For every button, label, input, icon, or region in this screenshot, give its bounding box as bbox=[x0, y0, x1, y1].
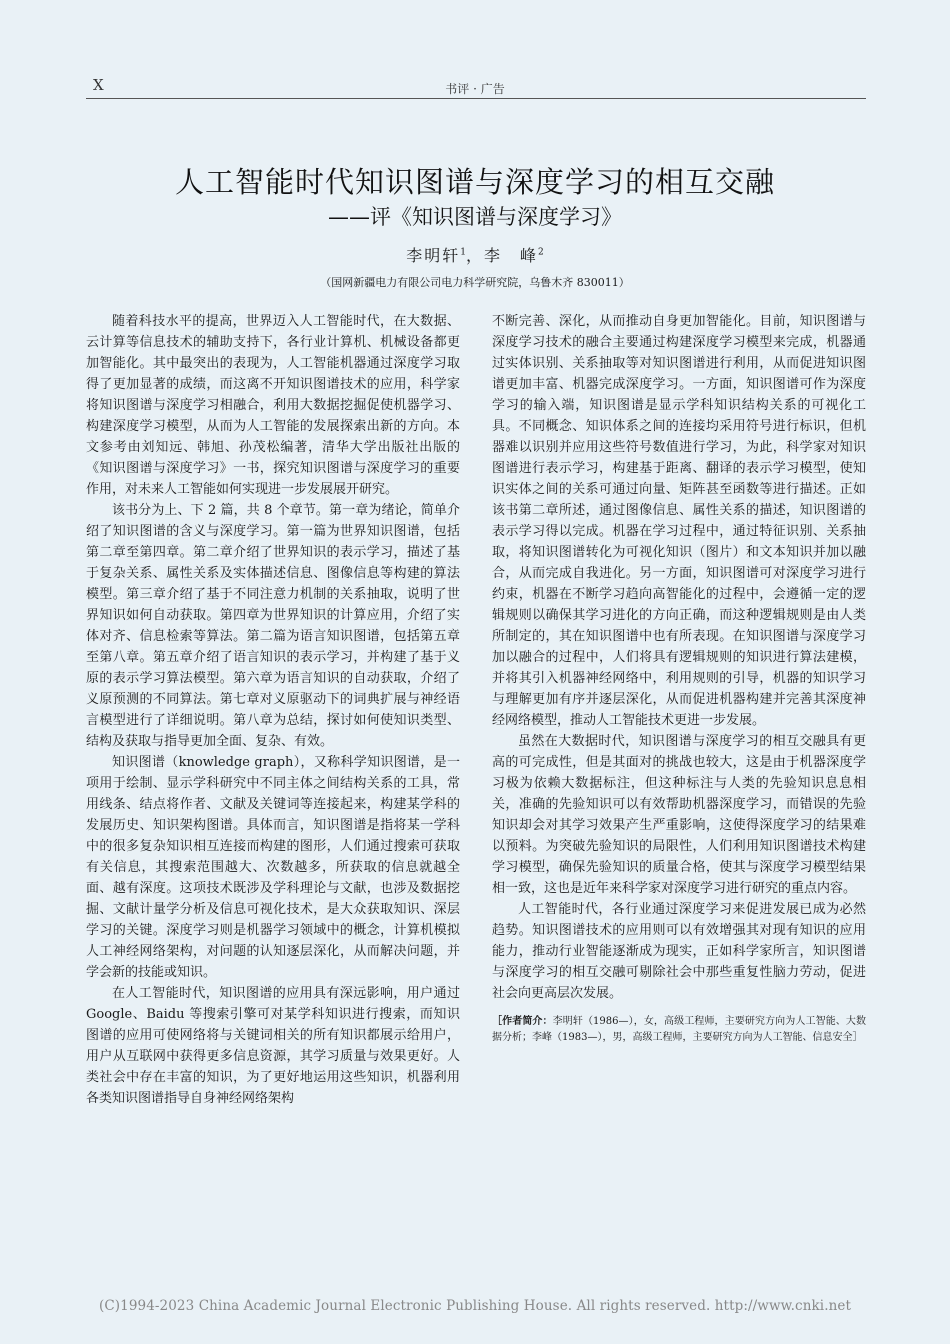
paragraph: 随着科技水平的提高，世界迈入人工智能时代，在大数据、云计算等信息技术的辅助支持下，各行业计算机、机械设备都更加智能化。其中最突出的表现为，人工智能机器通过深度学习取得了更加显著的成绩，而这离不开知识图谱技术的应用，科学家将知识图谱与深度学习相融合，利用大数据挖掘促使机器学习、构建深度学习模型，从而为人工智能的发展探索出新的方向。本文参考由刘知远、韩旭、孙茂松编著，清华大学出版社出版的《知识图谱与深度学习》一书，探究知识图谱与深度学习的重要作用，对未来人工智能如何实现进一步发展展开研究。 bbox=[86, 314, 460, 497]
running-header: 书评 · 广告 bbox=[445, 82, 505, 96]
body-column-right bbox=[492, 311, 866, 1046]
author-separator: ， bbox=[465, 246, 484, 265]
paragraph: 虽然在大数据时代，知识图谱与深度学习的相互交融具有更高的可完成性，但是其面对的挑战也较大，这是由于机器深度学习极为依赖大数据标注，但这种标注与人类的先验知识息息相关，准确的先验知识可以有效帮助机器深度学习，而错误的先验知识却会对其学习效果产生严重影响，这使得深度学习的结果难以预料。为突破先验知识的局限性，人们利用知识图谱技术构建学习模型，确保先验知识的质量合格，使其与深度学习模型结果相一致，这也是近年来科学家对深度学习进行研究的重点内容。 bbox=[492, 734, 866, 896]
author-bio-text: 李明轩（1986—），女，高级工程师，主要研究方向为人工智能、大数据分析；李峰（1983—），男，高级工程师，主要研究方向为人工智能、信息安全］ bbox=[492, 1016, 867, 1043]
affiliation-marker: 1 bbox=[460, 247, 466, 258]
author-name: 李明轩 bbox=[406, 246, 461, 265]
paragraph: 不断完善、深化，从而推动自身更加智能化。目前，知识图谱与深度学习技术的融合主要通过构建深度学习模型来完成，机器通过实体识别、关系抽取等对知识图谱进行利用，从而促进知识图谱更加丰富、机器完成深度学习。一方面，知识图谱可作为深度学习的输入端，知识图谱是显示学科知识结构关系的可视化工具。不同概念、知识体系之间的连接均采用符号进行标识，但机器难以识别并应用这些符号数值进行学习，为此，科学家对知识图谱进行表示学习，构建基于距离、翻译的表示学习模型，使知识实体之间的关系可通过向量、矩阵甚至函数等进行描述。正如该书第二章所述，通过图像信息、属性关系的描述，知识图谱的表示学习得以完成。机器在学习过程中，通过特征识别、关系抽取，将知识图谱转化为可视化知识（图片）和文本知识并加以融合，从而完成自我进化。另一方面，知识图谱可对深度学习进行约束，机器在不断学习趋向高智能化的过程中，会遵循一定的逻辑规则以确保其学习进化的方向正确，而这种逻辑规则是由人类所制定的，其在知识图谱中也有所表现。在知识图谱与深度学习加以融合的过程中，人们将具有逻辑规则的知识进行算法建模，并将其引入机器神经网络中，利用规则的引导，机器的知识学习与理解更加有序并逐层深化，从而促进机器构建并完善其深度神经网络模型，推动人工智能技术更进一步发展。 bbox=[492, 314, 866, 728]
author-bio-label: ［作者简介： bbox=[492, 1016, 553, 1027]
article-title: 人工智能时代知识图谱与深度学习的相互交融 bbox=[174, 165, 775, 199]
author-line bbox=[0, 243, 950, 266]
header-divider bbox=[86, 98, 866, 99]
author-bio bbox=[492, 1012, 866, 1046]
paragraph: 知识图谱（knowledge graph），又称科学知识图谱，是一项用于绘制、显示学科研究中不同主体之间结构关系的工具，常用线条、结点将作者、文献及关键词等连接起来，构建某学科的发展历史、知识架构图谱。具体而言，知识图谱是指将某一学科中的很多复杂知识相互连接而构建的图形，人们通过搜索可获取有关信息，其搜索范围越大、次数越多，所获取的信息就越全面、越有深度。这项技术既涉及学科理论与文献，也涉及数据挖掘、文献计量学分析及信息可视化技术，是大众获取知识、深层学习的关键。深度学习则是机器学习领域中的概念，计算机模拟人工神经网络架构，对问题的认知逐层深化，从而解决问题，并学会新的技能或知识。 bbox=[86, 755, 460, 980]
article-subtitle: ——评《知识图谱与深度学习》 bbox=[328, 205, 622, 229]
body-column-left bbox=[86, 311, 460, 1109]
copyright-footer: (C)1994-2023 China Academic Journal Electronic Publishing House. All rights reserved. http://www.cnki.net bbox=[98, 1298, 852, 1314]
paragraph: 人工智能时代，各行业通过深度学习来促进发展已成为必然趋势。知识图谱技术的应用则可以有效增强其对现有知识的应用能力，推动行业智能逐渐成为现实，正如科学家所言，知识图谱与深度学习的相互交融可剔除社会中那些重复性脑力劳动，促进社会向更高层次发展。 bbox=[492, 902, 866, 1001]
paragraph: 该书分为上、下 2 篇，共 8 个章节。第一章为绪论，简单介绍了知识图谱的含义与深度学习。第一篇为世界知识图谱，包括第二章至第四章。第二章介绍了世界知识的表示学习，描述了基于复杂关系、属性关系及实体描述信息、图像信息等构建的算法模型。第三章介绍了基于不同注意力机制的关系抽取，说明了世界知识如何自动获取。第四章为世界知识的计算应用，介绍了实体对齐、信息检索等算法。第二篇为语言知识图谱，包括第五章至第八章。第五章介绍了语言知识的表示学习，并构建了基于义原的表示学习算法模型。第六章为语言知识的自动获取，介绍了义原预测的不同算法。第七章对义原驱动下的词典扩展与神经语言模型进行了详细说明。第八章为总结，探讨如何使知识类型、结构及获取与指导更加全面、复杂、有效。 bbox=[86, 503, 460, 749]
author-name: 李 峰 bbox=[484, 246, 539, 265]
page-mark: X bbox=[93, 76, 104, 94]
paragraph: 在人工智能时代，知识图谱的应用具有深远影响，用户通过 Google、Baidu 等搜索引擎可对某学科知识进行搜索，而知识图谱的应用可使网络将与关键词相关的所有知识都展示给用户，用户从互联网中获得更多信息资源，其学习质量与效果更好。人类社会中存在丰富的知识，为了更好地运用这些知识，机器利用各类知识图谱指导自身神经网络架构 bbox=[86, 986, 460, 1106]
affiliation-marker: 2 bbox=[538, 247, 544, 258]
affiliation: （国网新疆电力有限公司电力科学研究院，乌鲁木齐 830011） bbox=[320, 276, 630, 289]
